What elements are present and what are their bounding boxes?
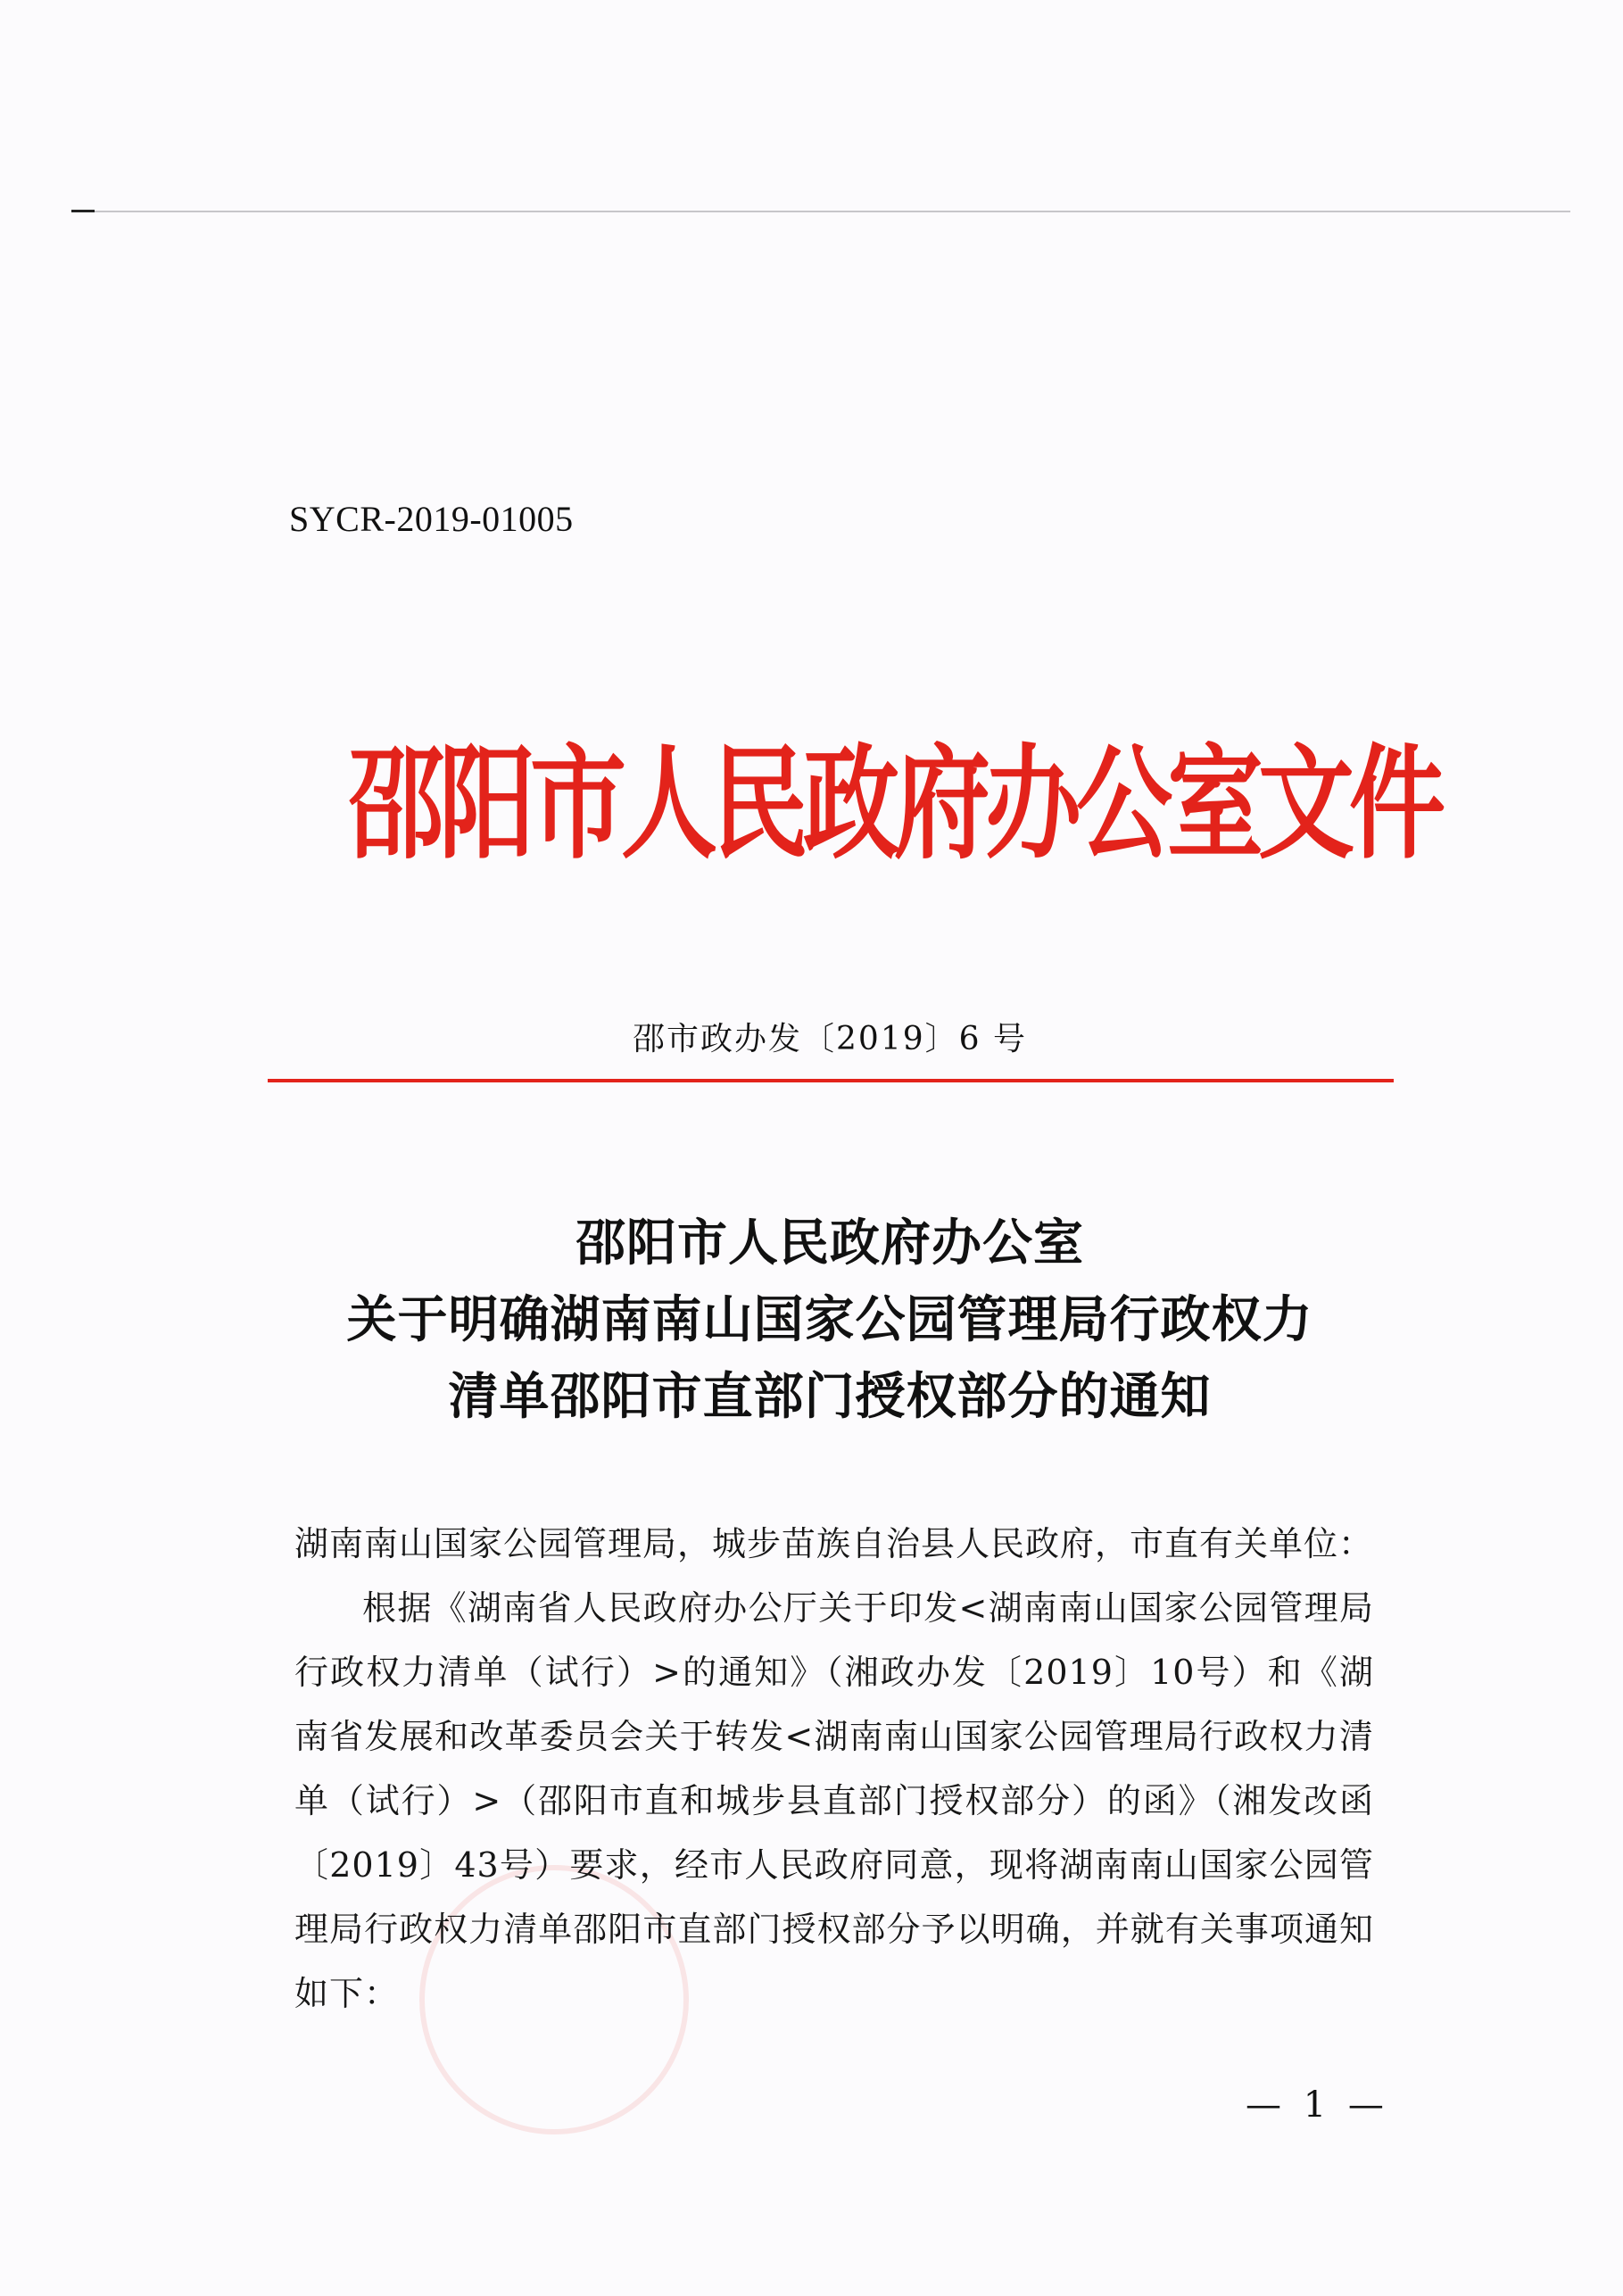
- scan-edge-mark: [71, 210, 95, 212]
- issuing-org-title: 邵阳市人民政府办公室文件: [348, 732, 1441, 876]
- document-code: SYCR-2019-01005: [289, 499, 574, 539]
- body-paragraph: 根据《湖南省人民政府办公厅关于印发<湖南南山国家公园管理局行政权力清单（试行）>的通知》（湘政办发〔2019〕10号）和《湖南省发展和改革委员会关于转发<湖南南山国家公园管理局行政权力清单（试行）>（邵阳市直和城步县直部门授权部分）的函》（湘发改函〔2019〕43号）要求，经市人民政府同意，现将湖南南山国家公园管理局行政权力清单邵阳市直部门授权部分予以明确，并就有关事项通知如下：: [294, 1588, 1374, 2013]
- notice-title: [268, 1205, 1392, 1435]
- document-number: 邵市政办发〔2019〕6 号: [633, 1021, 1027, 1057]
- scan-edge-line: [71, 211, 1570, 212]
- notice-title-line-1: 邵阳市人民政府办公室: [576, 1214, 1084, 1272]
- red-divider-line: [268, 1079, 1394, 1082]
- body-text: [294, 1512, 1374, 2026]
- addressee-line: 湖南南山国家公园管理局，城步苗族自治县人民政府，市直有关单位：: [294, 1524, 1374, 1563]
- notice-title-line-3: 清单邵阳市直部门授权部分的通知: [448, 1367, 1212, 1426]
- notice-title-line-2: 关于明确湖南南山国家公园管理局行政权力: [346, 1290, 1313, 1349]
- page-number: — 1 —: [1246, 2085, 1389, 2126]
